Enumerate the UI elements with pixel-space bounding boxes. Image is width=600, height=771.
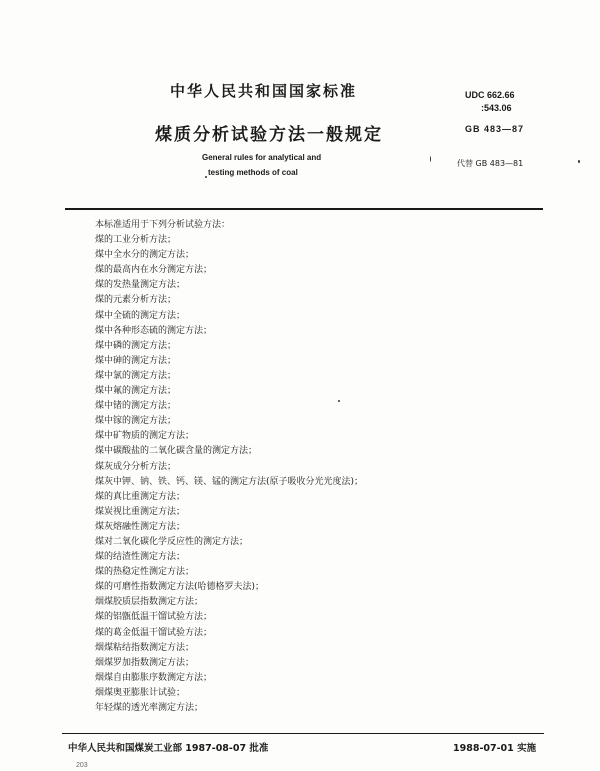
list-item: 煤的结渣性测定方法； <box>95 552 186 563</box>
list-item: 煤中矿物质的测定方法； <box>95 431 195 442</box>
implementation-date: 1988-07-01 实施 <box>453 743 537 754</box>
list-item: 煤的最高内在水分测定方法； <box>95 265 213 276</box>
list-item: 煤炭视比重测定方法； <box>95 506 186 517</box>
list-item: 煤中镓的测定方法； <box>95 416 177 427</box>
list-item: 煤中砷的测定方法； <box>95 355 177 366</box>
list-item: 烟煤胶质层指数测定方法； <box>95 597 204 608</box>
list-item: 煤对二氧化碳化学反应性的测定方法； <box>95 536 249 547</box>
udc-code-line1: UDC 662.66 <box>465 90 515 100</box>
list-item: 煤的工业分析方法； <box>95 235 177 246</box>
replaces-standard: 代替 GB 483—81 <box>457 159 524 168</box>
method-list <box>95 218 363 716</box>
list-item: 煤中磷的测定方法； <box>95 340 177 351</box>
document-title-english-line1: General rules for analytical and <box>202 153 322 162</box>
gb-standard-number: GB 483—87 <box>465 124 525 134</box>
list-item: 煤中全水分的测定方法； <box>95 250 195 261</box>
list-item: 年轻煤的透光率测定方法； <box>95 703 204 713</box>
scan-mark <box>430 156 431 162</box>
list-item: 煤中锗的测定方法； <box>95 401 177 412</box>
list-item: 本标准适用于下列分析试验方法： <box>95 220 231 230</box>
scan-mark <box>578 160 580 163</box>
page-number: 203 <box>76 762 88 769</box>
list-item: 煤的发热量测定方法； <box>95 280 186 291</box>
document-title-chinese: 煤质分析试验方法一般规定 <box>155 125 383 145</box>
udc-code-line2: :543.06 <box>481 103 512 113</box>
list-item: 煤中氟的测定方法； <box>95 386 177 397</box>
scan-mark <box>338 400 340 402</box>
list-item: 烟煤奥亚膨胀计试验； <box>95 687 186 698</box>
list-item: 煤灰成分分析方法； <box>95 461 177 472</box>
document-title-english-line2: testing methods of coal <box>208 168 298 177</box>
list-item: 烟煤粘结指数测定方法； <box>95 642 195 653</box>
list-item: 烟煤罗加指数测定方法； <box>95 657 195 668</box>
standard-name: 中华人民共和国国家标准 <box>170 82 358 100</box>
list-item: 煤的元素分析方法； <box>95 295 177 306</box>
list-item: 煤中全硫的测定方法； <box>95 310 186 321</box>
list-item: 煤中碳酸盐的二氧化碳含量的测定方法； <box>95 446 258 457</box>
list-item: 煤中各种形态硫的测定方法； <box>95 325 213 336</box>
list-item: 煤中氯的测定方法； <box>95 370 177 381</box>
list-item: 煤灰熔融性测定方法； <box>95 521 186 532</box>
approval-statement: 中华人民共和国煤炭工业部 1987-08-07 批准 <box>68 743 269 754</box>
list-item: 煤的铝甑低温干馏试验方法； <box>95 612 213 623</box>
list-item: 煤的真比重测定方法； <box>95 491 186 502</box>
scan-mark <box>205 176 207 178</box>
list-item: 煤的可磨性指数测定方法(哈德格罗夫法)； <box>95 582 265 593</box>
header-divider <box>65 208 543 210</box>
list-item: 煤灰中钾、钠、铁、钙、镁、锰的测定方法(原子吸收分光光度法)； <box>95 476 364 487</box>
footer-divider <box>62 733 544 734</box>
list-item: 烟煤自由膨胀序数测定方法； <box>95 672 213 683</box>
list-item: 煤的葛金低温干馏试验方法； <box>95 627 213 638</box>
list-item: 煤的热稳定性测定方法； <box>95 567 195 578</box>
